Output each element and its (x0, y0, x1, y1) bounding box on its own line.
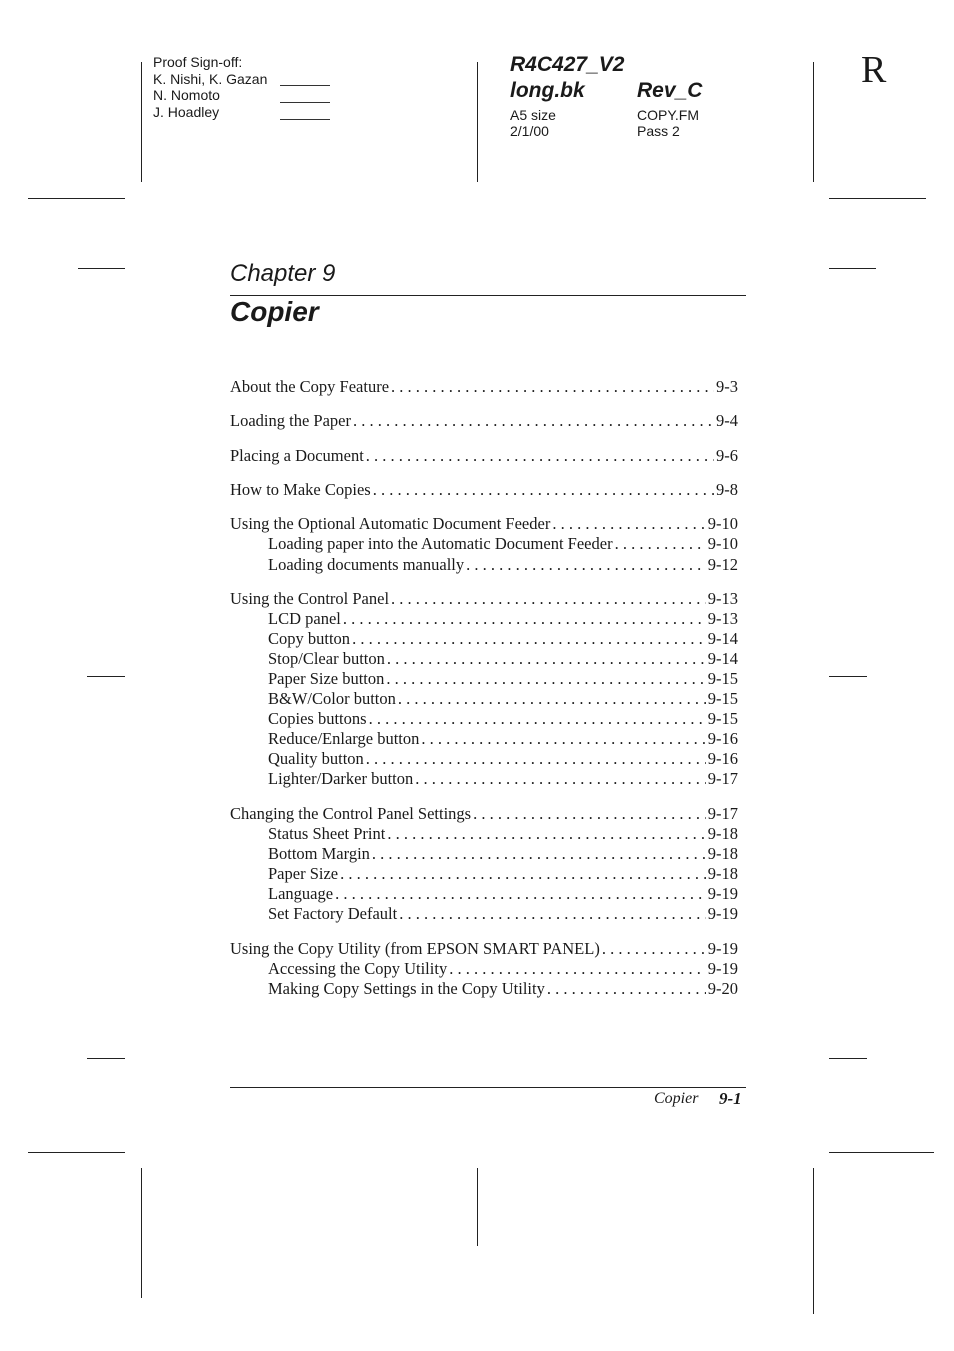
trim-mark-mid-left (87, 676, 125, 677)
toc-entry (268, 555, 738, 575)
toc-entry-page: 9-14 (707, 629, 738, 648)
toc-dot-leader (386, 669, 705, 689)
toc-entry-page: 9-12 (707, 555, 738, 574)
toc-entry-page: 9-10 (707, 534, 738, 553)
toc-entry-page: 9-19 (707, 904, 738, 923)
toc-entry-title: Accessing the Copy Utility (268, 959, 448, 978)
toc-entry-title: Stop/Clear button (268, 649, 385, 668)
toc-entry (268, 729, 738, 749)
toc-entry-title: Quality button (268, 749, 364, 768)
toc-entry (230, 939, 738, 959)
toc-entry-title: LCD panel (268, 609, 341, 628)
toc-dot-leader (602, 939, 706, 959)
toc-entry (268, 884, 738, 904)
toc-entry (268, 609, 738, 629)
crop-mark-bottom-right-horizontal (829, 1152, 934, 1153)
page-size: A5 size (510, 107, 556, 123)
toc-dot-leader (353, 411, 714, 431)
signoff-name: J. Hoadley (153, 104, 220, 120)
toc-entry-title: Set Factory Default (268, 904, 398, 923)
toc-dot-leader (343, 609, 706, 629)
toc-entry-title: Loading the Paper (230, 411, 351, 430)
toc-dot-leader (473, 804, 706, 824)
crop-mark-bottom-center-vertical (477, 1168, 478, 1246)
toc-entry-page: 9-18 (707, 864, 738, 883)
footer-chapter-name: Copier (654, 1090, 699, 1107)
toc-entry (230, 480, 738, 500)
toc-dot-leader (415, 769, 706, 789)
toc-dot-leader (449, 959, 706, 979)
toc-entry-title: Paper Size (268, 864, 339, 883)
toc-entry (268, 749, 738, 769)
toc-entry-title: Bottom Margin (268, 844, 370, 863)
toc-entry (230, 377, 738, 397)
toc-entry-page: 9-15 (707, 709, 738, 728)
toc-entry (230, 804, 738, 824)
toc-dot-leader (398, 689, 706, 709)
signoff-name: N. Nomoto (153, 87, 220, 103)
toc-entry (268, 959, 738, 979)
toc-entry (268, 904, 738, 924)
crop-mark-bottom-left-horizontal (28, 1152, 125, 1153)
toc-entry-title: Using the Copy Utility (from EPSON SMART PANEL) (230, 939, 600, 958)
toc-entry-title: Language (268, 884, 334, 903)
signoff-name: K. Nishi, K. Gazan (153, 71, 268, 87)
toc-entry-title: Paper Size button (268, 669, 385, 688)
revision: Rev_C (637, 79, 703, 102)
toc-entry-title: Copy button (268, 629, 351, 648)
toc-entry (268, 629, 738, 649)
trim-mark-lower-right (829, 1058, 867, 1059)
toc-entry-page: 9-17 (707, 804, 738, 823)
toc-dot-leader (366, 749, 706, 769)
toc-entry (230, 446, 738, 466)
toc-entry-title: Reduce/Enlarge button (268, 729, 420, 748)
toc-entry (268, 534, 738, 554)
toc-entry-page: 9-14 (707, 649, 738, 668)
toc-entry-page: 9-8 (716, 480, 738, 499)
crop-mark-top-left-vertical (141, 62, 142, 182)
toc-entry-page: 9-16 (707, 729, 738, 748)
toc-dot-leader (391, 589, 706, 609)
crop-mark-top-center-vertical (477, 62, 478, 182)
toc-entry (268, 864, 738, 884)
toc-entry-title: Loading paper into the Automatic Document Feeder (268, 534, 613, 553)
trim-mark-lower-left (87, 1058, 125, 1059)
toc-dot-leader (552, 514, 705, 534)
document-id: R4C427_V2 (510, 53, 625, 76)
toc-entry (230, 589, 738, 609)
toc-dot-leader (387, 649, 706, 669)
toc-dot-leader (547, 979, 706, 999)
proof-pass: Pass 2 (637, 123, 680, 139)
signoff-title: Proof Sign-off: (153, 54, 243, 70)
toc-entry-title: How to Make Copies (230, 480, 371, 499)
toc-entry (230, 514, 738, 534)
chapter-label: Chapter 9 (230, 260, 336, 287)
toc-entry-title: Changing the Control Panel Settings (230, 804, 472, 823)
toc-entry-page: 9-20 (707, 979, 738, 998)
toc-entry (268, 689, 738, 709)
toc-entry-page: 9-17 (707, 769, 738, 788)
footer-page-number: 9-1 (719, 1089, 742, 1108)
toc-entry-page: 9-4 (716, 411, 738, 430)
toc-entry-page: 9-15 (707, 689, 738, 708)
toc-entry-title: Using the Control Panel (230, 589, 390, 608)
trim-mark-mid-right (829, 676, 867, 677)
toc-dot-leader (366, 446, 714, 466)
toc-dot-leader (391, 377, 714, 397)
toc-dot-leader (369, 709, 706, 729)
toc-entry-title: Lighter/Darker button (268, 769, 414, 788)
toc-entry (230, 411, 738, 431)
chapter-title: Copier (230, 296, 319, 327)
toc-entry-page: 9-15 (707, 669, 738, 688)
trim-mark-upper-left (78, 268, 125, 269)
toc-entry-page: 9-13 (707, 589, 738, 608)
toc-entry (268, 979, 738, 999)
toc-entry (268, 844, 738, 864)
toc-entry-page: 9-18 (707, 844, 738, 863)
toc-entry-page: 9-6 (716, 446, 738, 465)
toc-entry-page: 9-16 (707, 749, 738, 768)
toc-entry-page: 9-3 (716, 377, 738, 396)
toc-dot-leader (387, 824, 705, 844)
toc-dot-leader (352, 629, 706, 649)
toc-entry-title: Copies buttons (268, 709, 367, 728)
toc-dot-leader (399, 904, 706, 924)
toc-dot-leader (421, 729, 705, 749)
toc-entry-page: 9-18 (707, 824, 738, 843)
book-name: long.bk (510, 79, 585, 102)
toc-entry-title: Loading documents manually (268, 555, 465, 574)
corner-mark: R (861, 49, 887, 91)
toc-entry-page: 9-19 (707, 939, 738, 958)
file-name: COPY.FM (637, 107, 699, 123)
toc-entry-page: 9-19 (707, 959, 738, 978)
toc-entry-page: 9-13 (707, 609, 738, 628)
toc-dot-leader (373, 480, 714, 500)
toc-dot-leader (615, 534, 706, 554)
trim-mark-upper-right (829, 268, 876, 269)
crop-mark-bottom-left-vertical (141, 1168, 142, 1298)
toc-dot-leader (340, 864, 706, 884)
footer-rule (230, 1087, 746, 1088)
date: 2/1/00 (510, 123, 549, 139)
toc-entry-title: Making Copy Settings in the Copy Utility (268, 979, 545, 998)
crop-mark-top-right-vertical (813, 62, 814, 182)
signoff-blank-line (280, 102, 330, 103)
toc-entry (268, 824, 738, 844)
toc-entry-title: Placing a Document (230, 446, 364, 465)
toc-entry (268, 669, 738, 689)
toc-entry-title: Status Sheet Print (268, 824, 386, 843)
toc-entry (268, 769, 738, 789)
toc-entry-page: 9-19 (707, 884, 738, 903)
toc-dot-leader (335, 884, 706, 904)
crop-mark-bottom-right-vertical (813, 1168, 814, 1314)
toc-entry-page: 9-10 (707, 514, 738, 533)
toc-entry (268, 649, 738, 669)
toc-entry (268, 709, 738, 729)
crop-mark-top-left-horizontal (28, 198, 125, 199)
toc-entry-title: B&W/Color button (268, 689, 396, 708)
crop-mark-top-right-horizontal (829, 198, 926, 199)
signoff-blank-line (280, 85, 330, 86)
toc-entry-title: About the Copy Feature (230, 377, 390, 396)
toc-dot-leader (466, 555, 706, 575)
signoff-blank-line (280, 119, 330, 120)
toc-dot-leader (372, 844, 706, 864)
toc-entry-title: Using the Optional Automatic Document Feeder (230, 514, 551, 533)
